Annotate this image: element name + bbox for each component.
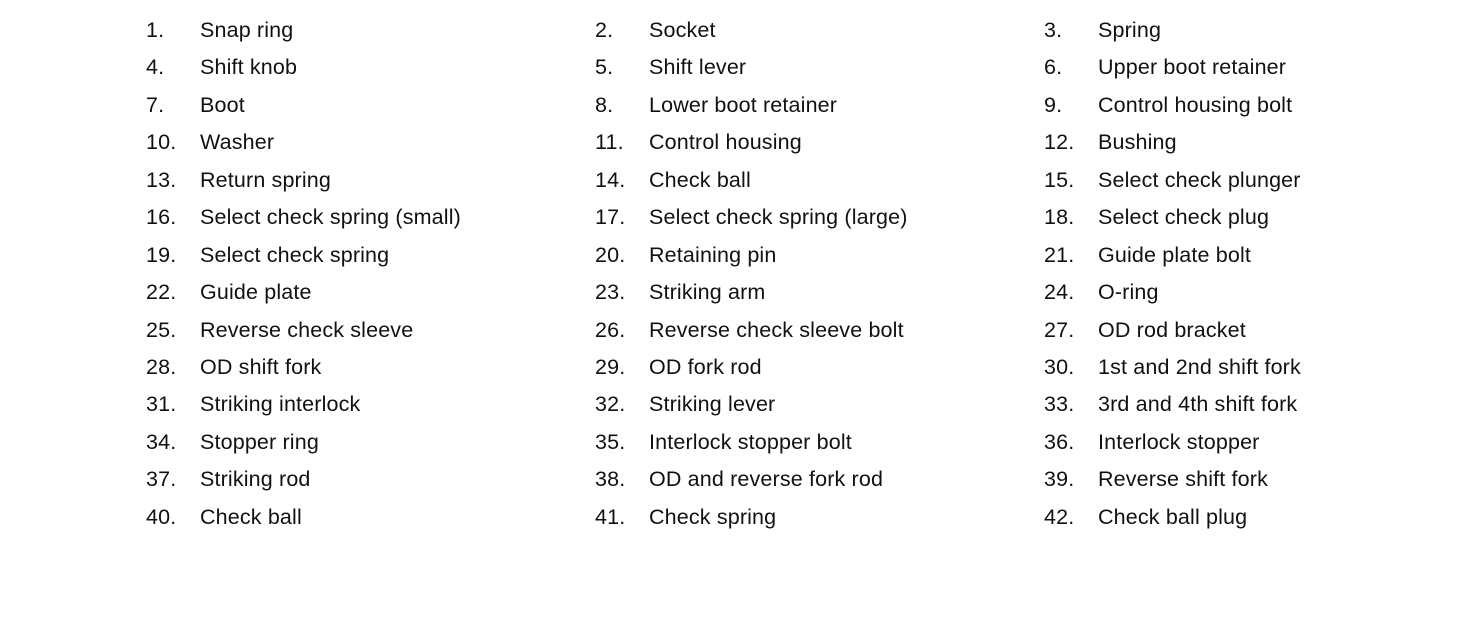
part-number: 12. xyxy=(1044,130,1075,155)
part-entry xyxy=(146,386,360,423)
parts-row xyxy=(0,12,1472,49)
part-name: Check spring xyxy=(649,504,777,529)
part-name: Select check spring (small) xyxy=(200,205,461,230)
part-entry xyxy=(595,386,775,423)
parts-legend xyxy=(0,12,1472,536)
part-number: 14. xyxy=(595,167,626,192)
part-entry xyxy=(595,237,776,274)
parts-row xyxy=(0,349,1472,386)
part-entry xyxy=(595,312,904,349)
part-name: Retaining pin xyxy=(649,242,777,267)
part-entry xyxy=(146,124,274,161)
part-entry xyxy=(146,461,311,498)
part-number: 38. xyxy=(595,467,626,492)
part-entry xyxy=(1044,312,1246,349)
part-number: 18. xyxy=(1044,205,1075,230)
part-name: Select check spring (large) xyxy=(649,205,908,230)
part-name: Stopper ring xyxy=(200,429,319,454)
part-entry xyxy=(595,424,852,461)
part-name: Reverse shift fork xyxy=(1098,467,1268,492)
part-name: Boot xyxy=(200,92,245,117)
part-name: Guide plate xyxy=(200,280,312,305)
parts-row xyxy=(0,87,1472,124)
part-entry xyxy=(595,12,716,49)
part-number: 35. xyxy=(595,429,626,454)
part-number: 1. xyxy=(146,18,165,42)
part-entry xyxy=(1044,237,1251,274)
part-entry xyxy=(1044,461,1268,498)
part-name: 3rd and 4th shift fork xyxy=(1098,392,1298,417)
part-number: 36. xyxy=(1044,429,1075,454)
part-name: Select check plug xyxy=(1098,205,1270,230)
part-entry xyxy=(1044,349,1301,386)
part-name: OD and reverse fork rod xyxy=(649,467,884,492)
part-number: 10. xyxy=(146,130,177,155)
part-name: Check ball xyxy=(200,504,302,529)
part-number: 4. xyxy=(146,55,165,80)
part-entry xyxy=(595,199,908,236)
part-number: 42. xyxy=(1044,504,1075,529)
part-entry xyxy=(595,87,837,124)
part-entry xyxy=(595,49,746,86)
part-name: Select check plunger xyxy=(1098,167,1301,192)
part-number: 23. xyxy=(595,280,626,305)
part-name: OD fork rod xyxy=(649,354,762,379)
part-name: Striking lever xyxy=(649,392,776,417)
part-number: 37. xyxy=(146,467,177,492)
part-number: 39. xyxy=(1044,467,1075,492)
parts-row xyxy=(0,162,1472,199)
parts-row xyxy=(0,461,1472,498)
parts-row xyxy=(0,274,1472,311)
part-name: Reverse check sleeve xyxy=(200,317,414,342)
part-entry xyxy=(1044,274,1159,311)
part-number: 13. xyxy=(146,167,177,192)
part-entry xyxy=(146,49,297,86)
part-number: 11. xyxy=(595,130,624,155)
parts-row xyxy=(0,499,1472,536)
parts-row xyxy=(0,312,1472,349)
part-entry xyxy=(595,162,751,199)
part-number: 6. xyxy=(1044,55,1063,80)
part-name: Lower boot retainer xyxy=(649,92,838,117)
part-entry xyxy=(146,424,319,461)
part-name: Bushing xyxy=(1098,130,1177,155)
part-name: Upper boot retainer xyxy=(1098,55,1287,80)
part-entry xyxy=(146,162,331,199)
part-name: Shift lever xyxy=(649,55,747,80)
parts-row xyxy=(0,386,1472,423)
part-name: Control housing bolt xyxy=(1098,92,1293,117)
part-number: 5. xyxy=(595,55,614,80)
part-number: 26. xyxy=(595,317,626,342)
part-name: Guide plate bolt xyxy=(1098,242,1252,267)
part-name: Return spring xyxy=(200,167,332,192)
part-number: 2. xyxy=(595,18,614,42)
part-number: 34. xyxy=(146,429,177,454)
part-number: 22. xyxy=(146,280,177,305)
part-entry xyxy=(146,87,245,124)
part-entry xyxy=(595,124,802,161)
part-entry xyxy=(146,312,413,349)
part-name: O-ring xyxy=(1098,280,1159,305)
part-number: 32. xyxy=(595,392,626,417)
part-name: Check ball xyxy=(649,167,751,192)
part-entry xyxy=(146,499,302,536)
part-name: Select check spring xyxy=(200,242,390,267)
part-number: 40. xyxy=(146,504,177,529)
part-number: 24. xyxy=(1044,280,1075,305)
parts-row xyxy=(0,424,1472,461)
part-name: Interlock stopper xyxy=(1098,429,1260,454)
part-entry xyxy=(595,461,883,498)
part-name: Striking arm xyxy=(649,280,766,305)
part-number: 30. xyxy=(1044,354,1075,379)
part-entry xyxy=(1044,87,1292,124)
part-name: OD rod bracket xyxy=(1098,317,1246,342)
part-entry xyxy=(146,349,321,386)
part-number: 21. xyxy=(1044,242,1075,267)
part-entry xyxy=(1044,386,1297,423)
part-entry xyxy=(595,499,776,536)
part-name: OD shift fork xyxy=(200,354,322,379)
part-entry xyxy=(146,199,461,236)
part-entry xyxy=(1044,124,1177,161)
part-entry xyxy=(1044,424,1260,461)
part-entry xyxy=(595,274,766,311)
part-name: Reverse check sleeve bolt xyxy=(649,317,904,342)
part-entry xyxy=(146,274,312,311)
part-number: 33. xyxy=(1044,392,1075,417)
part-entry xyxy=(1044,199,1269,236)
part-number: 7. xyxy=(146,92,165,117)
parts-row xyxy=(0,199,1472,236)
part-name: 1st and 2nd shift fork xyxy=(1098,354,1301,379)
part-name: Snap ring xyxy=(200,18,294,42)
part-entry xyxy=(1044,162,1301,199)
part-number: 29. xyxy=(595,354,626,379)
part-entry xyxy=(146,12,293,49)
part-entry xyxy=(595,349,762,386)
part-name: Striking rod xyxy=(200,467,311,492)
part-entry xyxy=(1044,499,1247,536)
part-number: 28. xyxy=(146,354,177,379)
part-name: Socket xyxy=(649,18,716,42)
part-entry xyxy=(1044,49,1286,86)
part-name: Check ball plug xyxy=(1098,504,1248,529)
part-entry xyxy=(1044,12,1161,49)
part-number: 8. xyxy=(595,92,614,117)
part-number: 25. xyxy=(146,317,177,342)
part-number: 17. xyxy=(595,205,626,230)
part-name: Shift knob xyxy=(200,55,298,80)
part-name: Interlock stopper bolt xyxy=(649,429,852,454)
parts-row xyxy=(0,49,1472,86)
part-number: 19. xyxy=(146,242,177,267)
part-name: Washer xyxy=(200,130,275,155)
part-number: 27. xyxy=(1044,317,1075,342)
part-number: 31. xyxy=(146,392,177,417)
part-entry xyxy=(146,237,389,274)
part-number: 9. xyxy=(1044,92,1063,117)
parts-row xyxy=(0,237,1472,274)
part-number: 16. xyxy=(146,205,177,230)
part-number: 3. xyxy=(1044,18,1063,42)
part-number: 20. xyxy=(595,242,626,267)
part-name: Striking interlock xyxy=(200,392,361,417)
part-name: Spring xyxy=(1098,18,1162,42)
part-name: Control housing xyxy=(649,130,802,155)
part-number: 15. xyxy=(1044,167,1075,192)
parts-row xyxy=(0,124,1472,161)
part-number: 41. xyxy=(595,504,626,529)
